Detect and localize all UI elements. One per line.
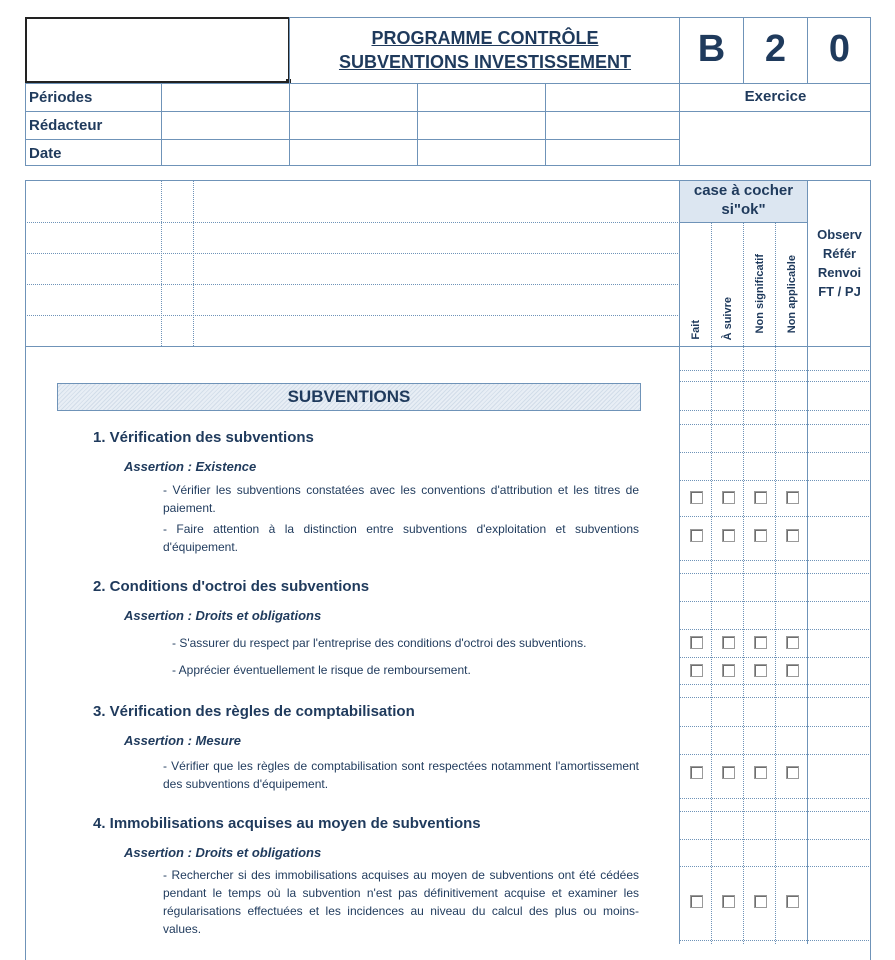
checkbox-non-applicable[interactable] [786, 491, 799, 504]
row-separator [680, 452, 871, 453]
exercice-field[interactable] [680, 112, 871, 166]
title-line-2: SUBVENTIONS INVESTISSEMENT [338, 52, 632, 72]
checkbox-fait[interactable] [690, 529, 703, 542]
section-2-item-2: - Apprécier éventuellement le risque de remboursement. [172, 663, 471, 677]
row-separator [680, 754, 871, 755]
checkbox-fait[interactable] [690, 664, 703, 677]
row-separator [680, 480, 871, 481]
section-1-title: 1. Vérification des subventions [93, 429, 314, 446]
col-non-applicable [776, 228, 807, 333]
row-separator [680, 424, 871, 425]
row-separator [680, 798, 871, 799]
checkbox-non-applicable[interactable] [786, 664, 799, 677]
section-1-item-1: - Vérifier les subventions constatées avec les conventions d'attribution et les titres de paiement. [163, 483, 639, 515]
row-separator [680, 811, 871, 812]
exercice-label: Exercice [744, 88, 807, 105]
checkbox-non-significatif[interactable] [754, 491, 767, 504]
section-3-title: 3. Vérification des règles de comptabilisation [93, 703, 415, 720]
checkbox-a-suivre[interactable] [722, 895, 735, 908]
checkbox-non-applicable[interactable] [786, 636, 799, 649]
checkbox-non-applicable[interactable] [786, 895, 799, 908]
checkbox-non-significatif[interactable] [754, 529, 767, 542]
checkbox-a-suivre[interactable] [722, 766, 735, 779]
section-banner [57, 383, 641, 411]
divider [25, 222, 680, 223]
observ-line-1: Observ [817, 227, 862, 242]
checkbox-fait[interactable] [690, 895, 703, 908]
section-1-assertion: Assertion : Existence [124, 459, 257, 474]
case-header-line-1: case à cocher [693, 182, 794, 199]
checkbox-fait[interactable] [690, 766, 703, 779]
section-4-title: 4. Immobilisations acquises au moyen de subventions [93, 815, 481, 832]
page-title [290, 26, 680, 74]
section-2-title: 2. Conditions d'octroi des subventions [93, 578, 370, 595]
observ-line-4: FT / PJ [818, 284, 861, 299]
redacteur-field[interactable] [162, 112, 679, 139]
divider [161, 180, 162, 346]
date-field[interactable] [162, 140, 679, 166]
row-separator [680, 410, 871, 411]
observ-line-3: Renvoi [817, 265, 862, 280]
checkbox-non-significatif[interactable] [754, 636, 767, 649]
code-digit-1: 2 [764, 28, 787, 70]
logo-cell[interactable] [25, 17, 290, 83]
checkbox-a-suivre[interactable] [722, 491, 735, 504]
date-label: Date [29, 145, 62, 162]
checkbox-non-significatif[interactable] [754, 766, 767, 779]
divider [25, 284, 680, 285]
section-2-item-1: - S'assurer du respect par l'entreprise des conditions d'octroi des subventions. [172, 636, 587, 650]
row-separator [680, 866, 871, 867]
divider [25, 315, 680, 316]
banner-title: SUBVENTIONS [287, 387, 411, 406]
observ-header [808, 225, 871, 301]
checkbox-non-applicable[interactable] [786, 529, 799, 542]
divider [25, 253, 680, 254]
periodes-label: Périodes [29, 89, 93, 106]
checkbox-a-suivre[interactable] [722, 529, 735, 542]
row-separator [680, 381, 871, 382]
row-separator [680, 684, 871, 685]
col-fait [680, 228, 711, 340]
checkbox-fait[interactable] [690, 491, 703, 504]
checkbox-non-significatif[interactable] [754, 664, 767, 677]
row-separator [680, 839, 871, 840]
case-header-line-2: si"ok" [721, 201, 766, 218]
code-letter: B [697, 28, 726, 70]
col-non-significatif [744, 228, 775, 333]
redacteur-label: Rédacteur [29, 117, 103, 134]
divider [25, 346, 871, 347]
section-2-assertion: Assertion : Droits et obligations [124, 608, 322, 623]
divider [193, 180, 194, 346]
col-a-suivre-label: À suivre [721, 296, 734, 340]
section-1-item-2: - Faire attention à la distinction entre subventions d'exploitation et subventions d'équipement. [163, 522, 639, 554]
section-4-assertion: Assertion : Droits et obligations [124, 845, 322, 860]
section-4-item-1: - Rechercher si des immobilisations acquises au moyen de subventions ont été cédées pendant le temps où la subvention n'est pas définitivement acquise et examiner les régularisations effectuées et les incidences au niveau du calcul des plus ou moins-values. [163, 868, 639, 936]
checkbox-non-significatif[interactable] [754, 895, 767, 908]
periodes-field[interactable] [162, 84, 679, 111]
section-3-item-1: - Vérifier que les règles de comptabilisation sont respectées notamment l'amortissement des subventions d'équipement. [163, 759, 639, 791]
section-3-assertion: Assertion : Mesure [124, 733, 242, 748]
case-header [680, 181, 807, 222]
col-a-suivre [712, 228, 743, 340]
title-line-1: PROGRAMME CONTRÔLE [371, 28, 599, 48]
row-separator [680, 726, 871, 727]
checkbox-a-suivre[interactable] [722, 636, 735, 649]
col-non-significatif-label: Non significatif [753, 253, 766, 333]
row-separator [680, 657, 871, 658]
checkbox-a-suivre[interactable] [722, 664, 735, 677]
row-separator [680, 516, 871, 517]
row-separator [680, 697, 871, 698]
code-digit-2: 0 [828, 28, 851, 70]
row-separator [680, 370, 871, 371]
row-separator [680, 560, 871, 561]
row-separator [680, 629, 871, 630]
observ-line-2: Référ [822, 246, 857, 261]
checkbox-fait[interactable] [690, 636, 703, 649]
col-fait-label: Fait [689, 320, 702, 340]
row-separator [680, 573, 871, 574]
checkbox-non-applicable[interactable] [786, 766, 799, 779]
row-separator [680, 940, 871, 941]
row-separator [680, 601, 871, 602]
col-non-applicable-label: Non applicable [785, 254, 798, 333]
